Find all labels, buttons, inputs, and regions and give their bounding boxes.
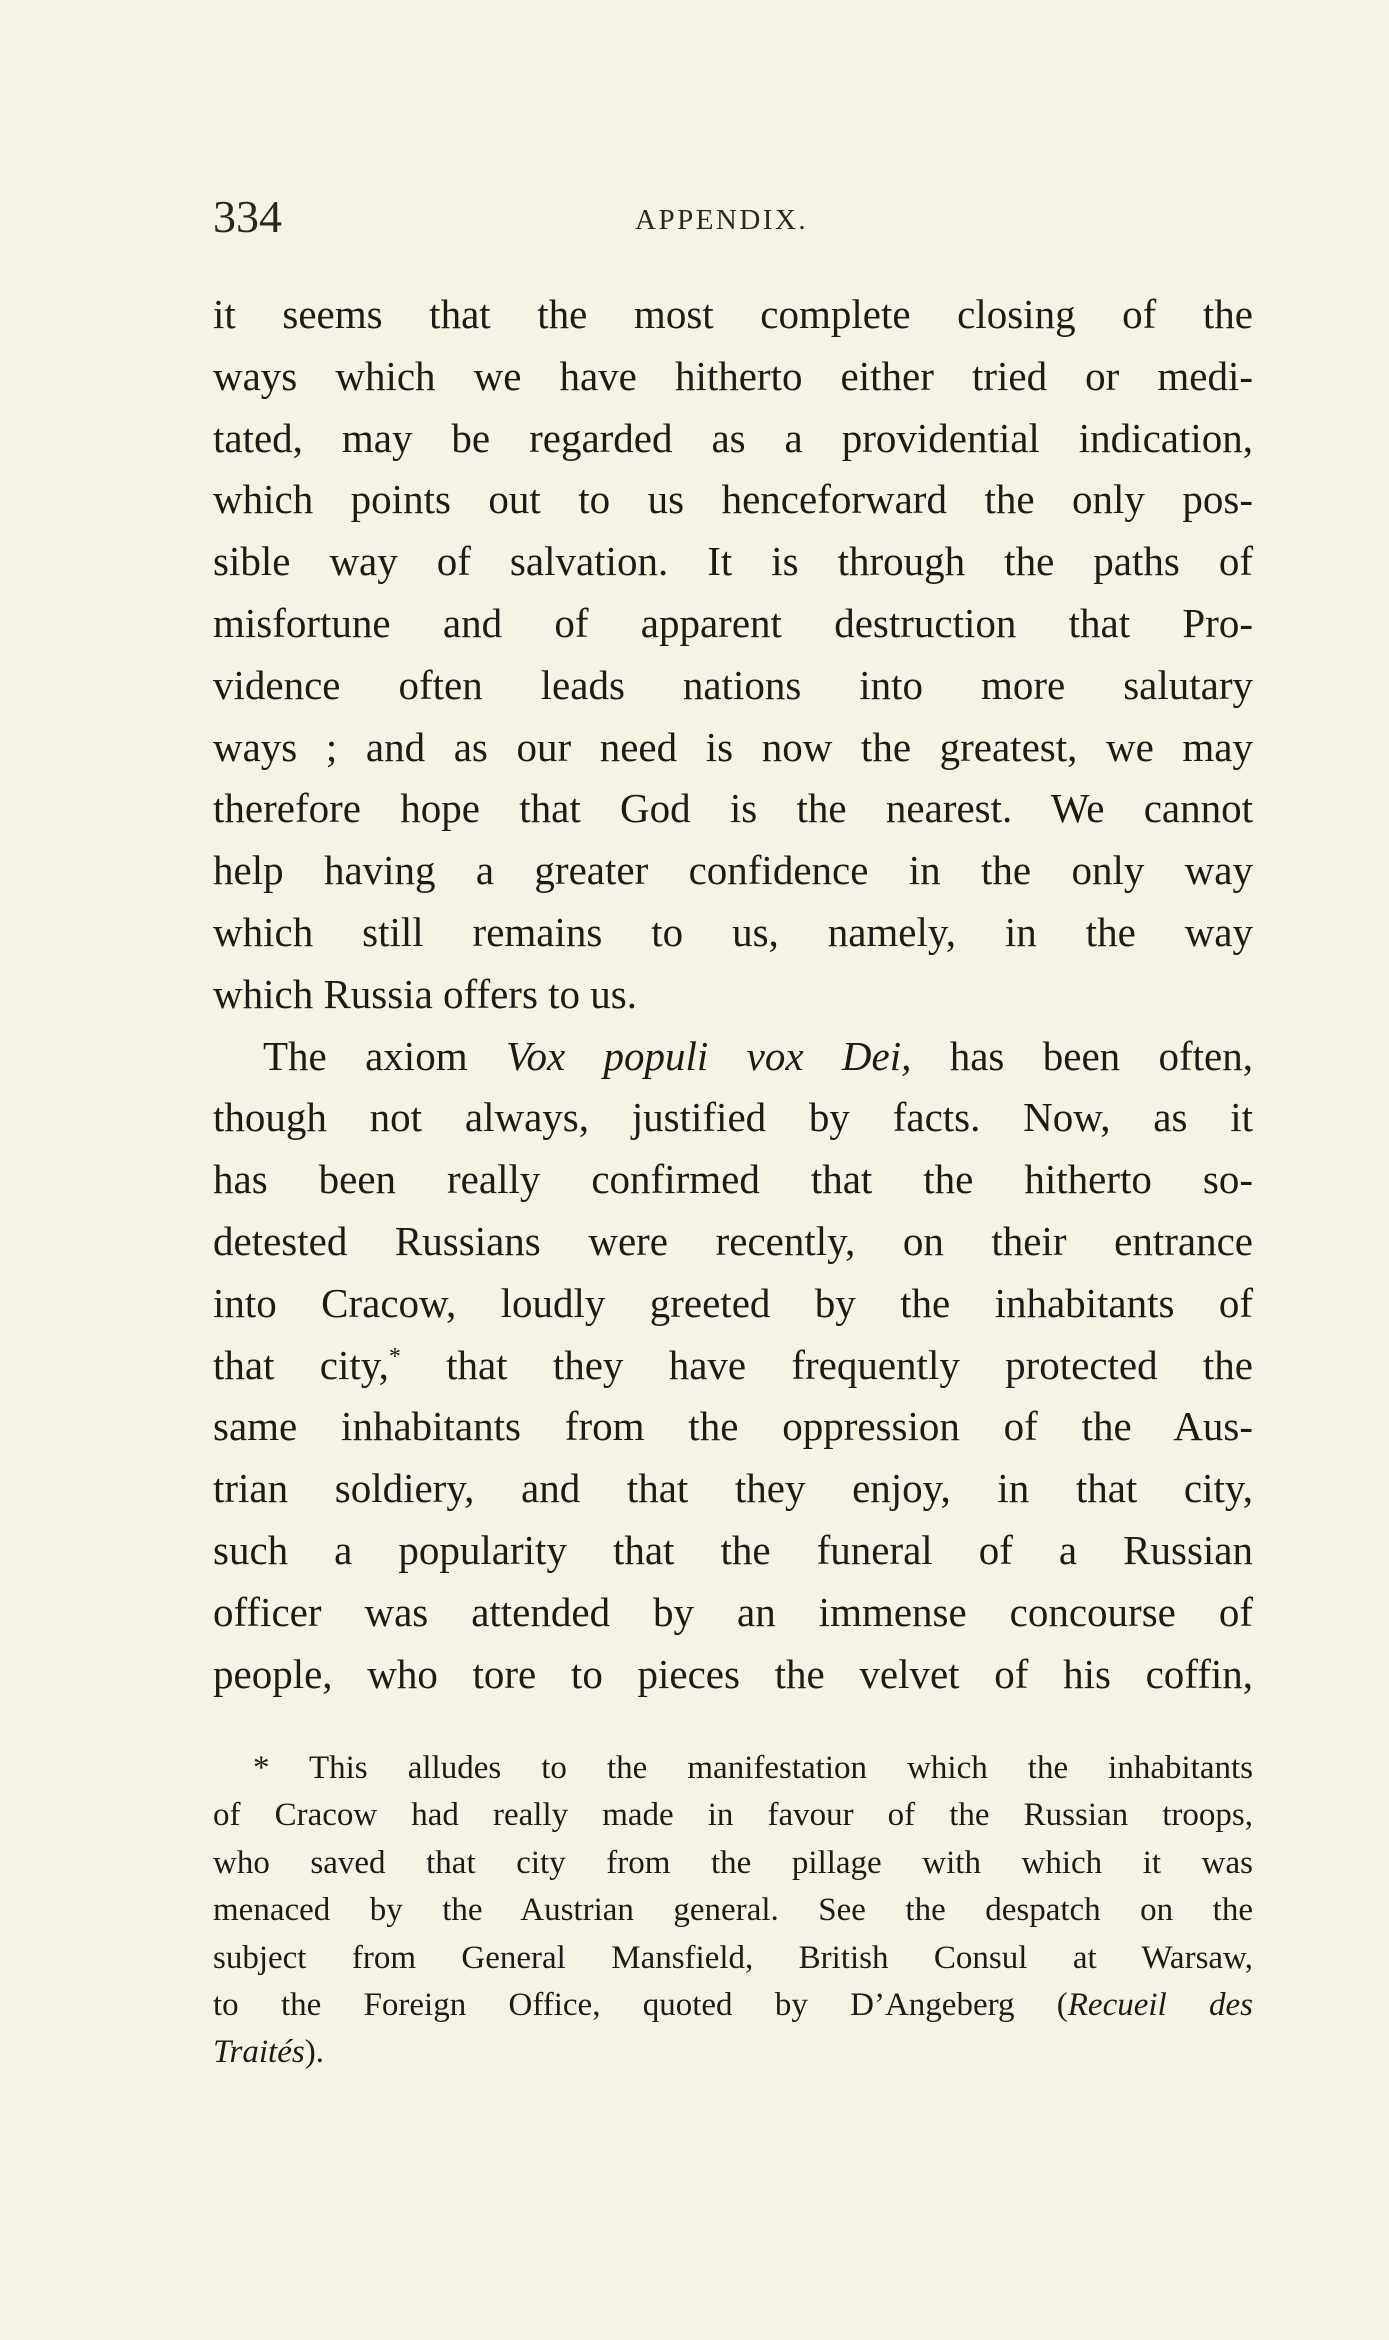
footnote — [213, 1745, 1253, 2077]
latin-axiom: Vox populi vox Dei, — [505, 1032, 912, 1079]
page-header — [213, 192, 1251, 242]
page-number: 334 — [213, 191, 282, 242]
text-line: tated, may be regarded as a providential indication, — [213, 414, 1253, 461]
text-line: has been really confirmed that the hitherto so- — [213, 1156, 1253, 1203]
text-line: vidence often leads nations into more salutary — [213, 661, 1253, 708]
citation-title: Traités — [213, 2034, 305, 2071]
text-line: officer was attended by an immense concourse of — [213, 1588, 1253, 1635]
text-line: such a popularity that the funeral of a Russian — [213, 1526, 1253, 1573]
footnote-line — [213, 2029, 1253, 2076]
text-line: it seems that the most complete closing of the — [213, 291, 1253, 337]
text-line: help having a greater confidence in the only way — [213, 847, 1253, 894]
text-fragment: that they have frequently protected the — [400, 1341, 1253, 1388]
text-line: which Russia offers to us. — [213, 970, 638, 1017]
text-line: people, who tore to pieces the velvet of his coffin, — [213, 1650, 1253, 1697]
text-fragment: ). — [304, 2034, 324, 2071]
text-line: ways ; and as our need is now the greatest, we may — [213, 723, 1253, 770]
text-line — [213, 1335, 1253, 1397]
footnote-line: of Cracow had really made in favour of the Russian troops, — [213, 1797, 1253, 1834]
footnote-marker: * — [388, 1343, 401, 1370]
text-fragment: to the Foreign Office, quoted by D’Angeberg ( — [213, 1986, 1068, 2023]
text-line: which still remains to us, namely, in the way — [213, 908, 1253, 955]
text-line: same inhabitants from the oppression of the Aus- — [213, 1403, 1253, 1450]
footnote-line — [213, 1982, 1253, 2029]
text-line: which points out to us henceforward the only pos- — [213, 476, 1253, 523]
body-text — [213, 284, 1253, 1705]
text-line: trian soldiery, and that they enjoy, in that city, — [213, 1465, 1253, 1512]
text-fragment: The axiom — [263, 1032, 506, 1079]
running-head: APPENDIX. — [635, 204, 809, 236]
text-fragment: that city, — [213, 1341, 389, 1388]
footnote-line: subject from General Mansfield, British Consul at Warsaw, — [213, 1939, 1253, 1976]
citation-title: Recueil des — [1067, 1986, 1253, 2023]
text-line — [213, 1026, 1253, 1088]
footnote-line: menaced by the Austrian general. See the despatch on the — [213, 1892, 1253, 1929]
text-line: sible way of salvation. It is through the paths of — [213, 538, 1253, 585]
text-line: detested Russians were recently, on their entrance — [213, 1217, 1253, 1264]
text-line: misfortune and of apparent destruction that Pro- — [213, 599, 1253, 646]
text-line: into Cracow, loudly greeted by the inhabitants of — [213, 1279, 1253, 1326]
footnote-line: who saved that city from the pillage with which it was — [213, 1844, 1253, 1881]
text-line: ways which we have hitherto either tried or medi- — [213, 352, 1253, 399]
text-line: though not always, justified by facts. Now, as it — [213, 1094, 1253, 1141]
text-line: therefore hope that God is the nearest. We cannot — [213, 785, 1253, 832]
text-fragment: has been often, — [911, 1032, 1253, 1079]
footnote-line: * This alludes to the manifestation which the inhabitants — [253, 1750, 1253, 1786]
